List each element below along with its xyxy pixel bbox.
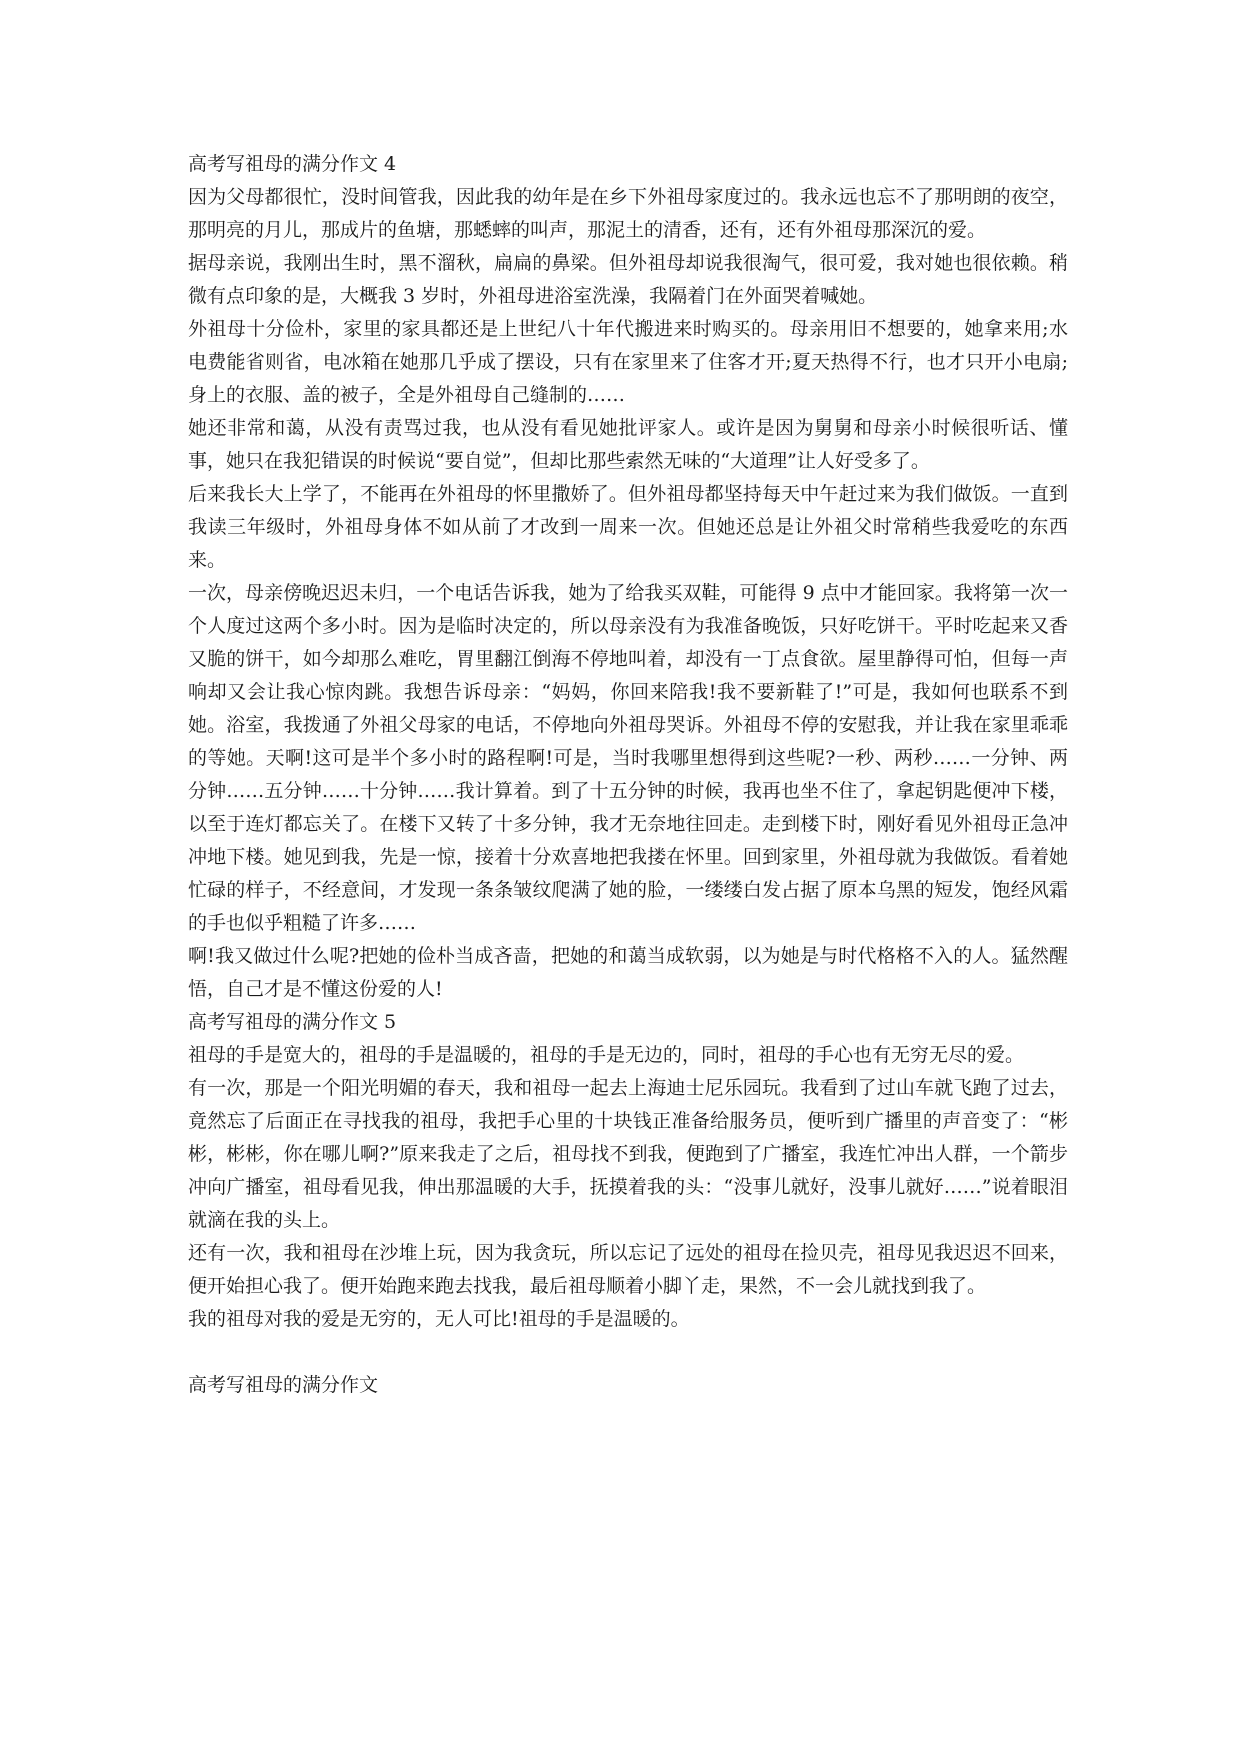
paragraph: 啊!我又做过什么呢?把她的俭朴当成吝啬，把她的和蔼当成软弱，以为她是与时代格格不入的人。猛然醒悟，自己才是不懂这份爱的人! xyxy=(188,945,1068,1000)
paragraph: 据母亲说，我刚出生时，黑不溜秋，扁扁的鼻梁。但外祖母却说我很淘气，很可爱，我对她也很依赖。稍微有点印象的是，大概我 3 岁时，外祖母进浴室洗澡，我隔着门在外面哭着喊她。 xyxy=(188,252,1068,307)
paragraph: 有一次，那是一个阳光明媚的春天，我和祖母一起去上海迪士尼乐园玩。我看到了过山车就飞跑了过去，竟然忘了后面正在寻找我的祖母，我把手心里的十块钱正准备给服务员，便听到广播里的声音变了：“彬彬，彬彬，你在哪儿啊?”原来我走了之后，祖母找不到我，便跑到了广播室，我连忙冲出人群，一个箭步冲向广播室，祖母看见我，伸出那温暖的大手，抚摸着我的头：“没事儿就好，没事儿就好……”说着眼泪就滴在我的头上。 xyxy=(188,1077,1068,1231)
paragraph: 她还非常和蔼，从没有责骂过我，也从没有看见她批评家人。或许是因为舅舅和母亲小时候很听话、懂事，她只在我犯错误的时候说“要自觉”，但却比那些索然无味的“大道理”让人好受多了。 xyxy=(188,417,1068,472)
paragraph: 还有一次，我和祖母在沙堆上玩，因为我贪玩，所以忘记了远处的祖母在捡贝壳，祖母见我迟迟不回来，便开始担心我了。便开始跑来跑去找我，最后祖母顺着小脚丫走，果然，不一会儿就找到我了。 xyxy=(188,1242,1068,1297)
paragraph: 一次，母亲傍晚迟迟未归，一个电话告诉我，她为了给我买双鞋，可能得 9 点中才能回家。我将第一次一个人度过这两个多小时。因为是临时决定的，所以母亲没有为我准备晚饭，只好吃饼干。平时吃起来又香又脆的饼干，如今却那么难吃，胃里翻江倒海不停地叫着，却没有一丁点食欲。屋里静得可怕，但每一声响却又会让我心惊肉跳。我想告诉母亲：“妈妈，你回来陪我!我不要新鞋了!”可是，我如何也联系不到她。浴室，我拨通了外祖父母家的电话，不停地向外祖母哭诉。外祖母不停的安慰我，并让我在家里乖乖的等她。天啊!这可是半个多小时的路程啊!可是，当时我哪里想得到这些呢?一秒、两秒……一分钟、两分钟……五分钟……十分钟……我计算着。到了十五分钟的时候，我再也坐不住了，拿起钥匙便冲下楼，以至于连灯都忘关了。在楼下又转了十多分钟，我才无奈地往回走。走到楼下时，刚好看见外祖母正急冲冲地下楼。她见到我，先是一惊，接着十分欢喜地把我搂在怀里。回到家里，外祖母就为我做饭。看着她忙碌的样子，不经意间，才发现一条条皱纹爬满了她的脸，一缕缕白发占据了原本乌黑的短发，饱经风霜的手也似乎粗糙了许多…… xyxy=(188,582,1068,934)
section-title: 高考写祖母的满分作文 5 xyxy=(188,1011,397,1033)
section-title: 高考写祖母的满分作文 4 xyxy=(188,153,397,175)
blank-line xyxy=(188,1336,1068,1369)
paragraph: 我的祖母对我的爱是无穷的，无人可比!祖母的手是温暖的。 xyxy=(188,1308,690,1330)
paragraph: 外祖母十分俭朴，家里的家具都还是上世纪八十年代搬进来时购买的。母亲用旧不想要的，她拿来用;水电费能省则省，电冰箱在她那几乎成了摆设，只有在家里来了住客才开;夏天热得不行，也才只开小电扇;身上的衣服、盖的被子，全是外祖母自己缝制的…… xyxy=(188,318,1068,406)
document-page xyxy=(188,148,1068,1402)
paragraph: 因为父母都很忙，没时间管我，因此我的幼年是在乡下外祖母家度过的。我永远也忘不了那明朗的夜空，那明亮的月儿，那成片的鱼塘，那蟋蟀的叫声，那泥土的清香，还有，还有外祖母那深沉的爱。 xyxy=(188,186,1068,241)
footer-title: 高考写祖母的满分作文 xyxy=(188,1374,379,1396)
paragraph: 后来我长大上学了，不能再在外祖母的怀里撒娇了。但外祖母都坚持每天中午赶过来为我们做饭。一直到我读三年级时，外祖母身体不如从前了才改到一周来一次。但她还总是让外祖父时常稍些我爱吃的东西来。 xyxy=(188,483,1068,571)
paragraph: 祖母的手是宽大的，祖母的手是温暖的，祖母的手是无边的，同时，祖母的手心也有无穷无尽的爱。 xyxy=(188,1044,1025,1066)
